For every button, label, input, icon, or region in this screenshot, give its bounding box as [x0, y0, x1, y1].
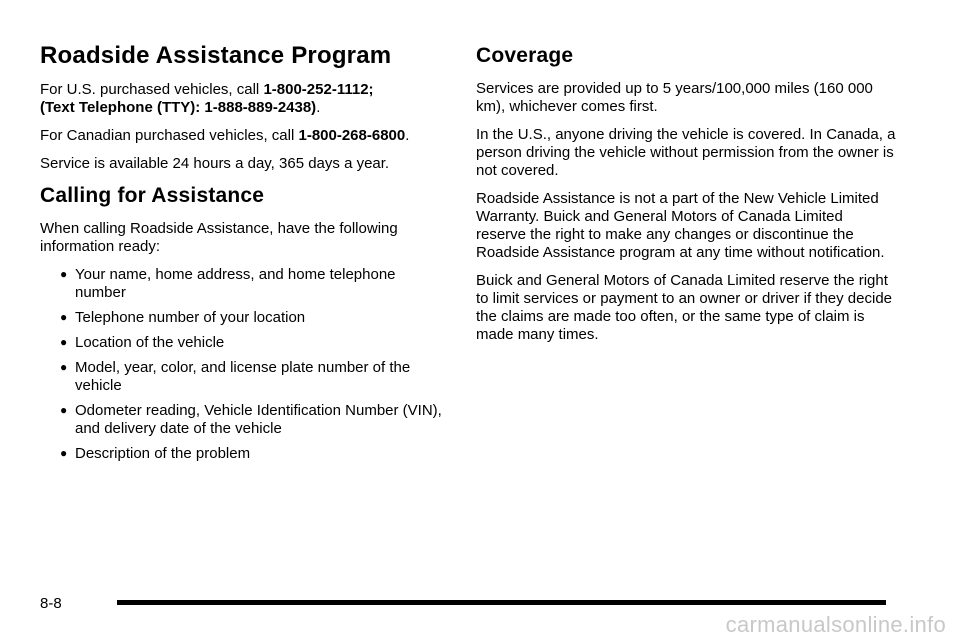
list-item-text: Location of the vehicle — [75, 334, 225, 351]
list-item-text: Telephone number of your location — [75, 309, 306, 326]
canada-call-paragraph — [40, 127, 445, 145]
calling-intro: When calling Roadside Assistance, have the following information ready: — [40, 220, 398, 255]
coverage-paragraph: Services are provided up to 5 years/100,000 miles (160 000 km), whichever comes first. — [476, 80, 873, 115]
list-item-text: Odometer reading, Vehicle Identification Number (VIN), and delivery date of the vehicle — [75, 402, 442, 437]
list-item — [40, 266, 445, 302]
canada-phone-number: 1-800-268-6800 — [298, 127, 406, 144]
availability-paragraph: Service is available 24 hours a day, 365 days a year. — [40, 155, 390, 172]
bullet-icon: ● — [60, 310, 68, 324]
bullet-icon: ● — [60, 267, 68, 281]
list-item — [40, 334, 445, 352]
watermark: carmanualsonline.info — [725, 612, 946, 637]
list-item — [40, 402, 445, 438]
coverage-paragraph: In the U.S., anyone driving the vehicle is covered. In Canada, a person driving the vehicle without permission from the owner is not covered. — [476, 126, 896, 179]
list-item — [40, 359, 445, 395]
list-item-text: Your name, home address, and home telephone number — [75, 266, 396, 301]
tty-phone-number: (Text Telephone (TTY): 1-888-889-2438) — [40, 99, 317, 116]
coverage-heading: Coverage — [476, 44, 574, 67]
coverage-paragraph: Roadside Assistance is not a part of the New Vehicle Limited Warranty. Buick and General Motors of Canada Limited reserve the right to make any changes or discontinue the Roadside Assistance program at any time without notification. — [476, 190, 885, 261]
bullet-icon: ● — [60, 446, 68, 460]
us-phone-number: 1-800-252-1112; — [263, 81, 374, 98]
canada-call-text: For Canadian purchased vehicles, call — [40, 127, 299, 144]
coverage-paragraph: Buick and General Motors of Canada Limited reserve the right to limit services or payment to an owner or driver if they decide the claims are made too often, or the same type of claim is made many times. — [476, 272, 893, 343]
bullet-icon: ● — [60, 403, 68, 417]
us-call-text: For U.S. purchased vehicles, call — [40, 81, 264, 98]
list-item — [40, 309, 445, 327]
footer-rule — [117, 600, 886, 605]
canada-call-period: . — [405, 127, 410, 144]
page-title: Roadside Assistance Program — [40, 42, 392, 69]
list-item-text: Model, year, color, and license plate number of the vehicle — [75, 359, 411, 394]
us-call-period: . — [316, 99, 321, 116]
list-item — [40, 445, 445, 463]
list-item-text: Description of the problem — [75, 445, 251, 462]
calling-heading: Calling for Assistance — [40, 184, 265, 207]
page-number: 8-8 — [40, 595, 62, 612]
bullet-icon: ● — [60, 335, 68, 349]
right-column — [476, 42, 896, 354]
bullet-icon: ● — [60, 360, 68, 374]
left-column — [40, 42, 445, 470]
us-call-paragraph — [40, 81, 445, 117]
info-list — [40, 266, 445, 463]
calling-section — [40, 183, 445, 463]
